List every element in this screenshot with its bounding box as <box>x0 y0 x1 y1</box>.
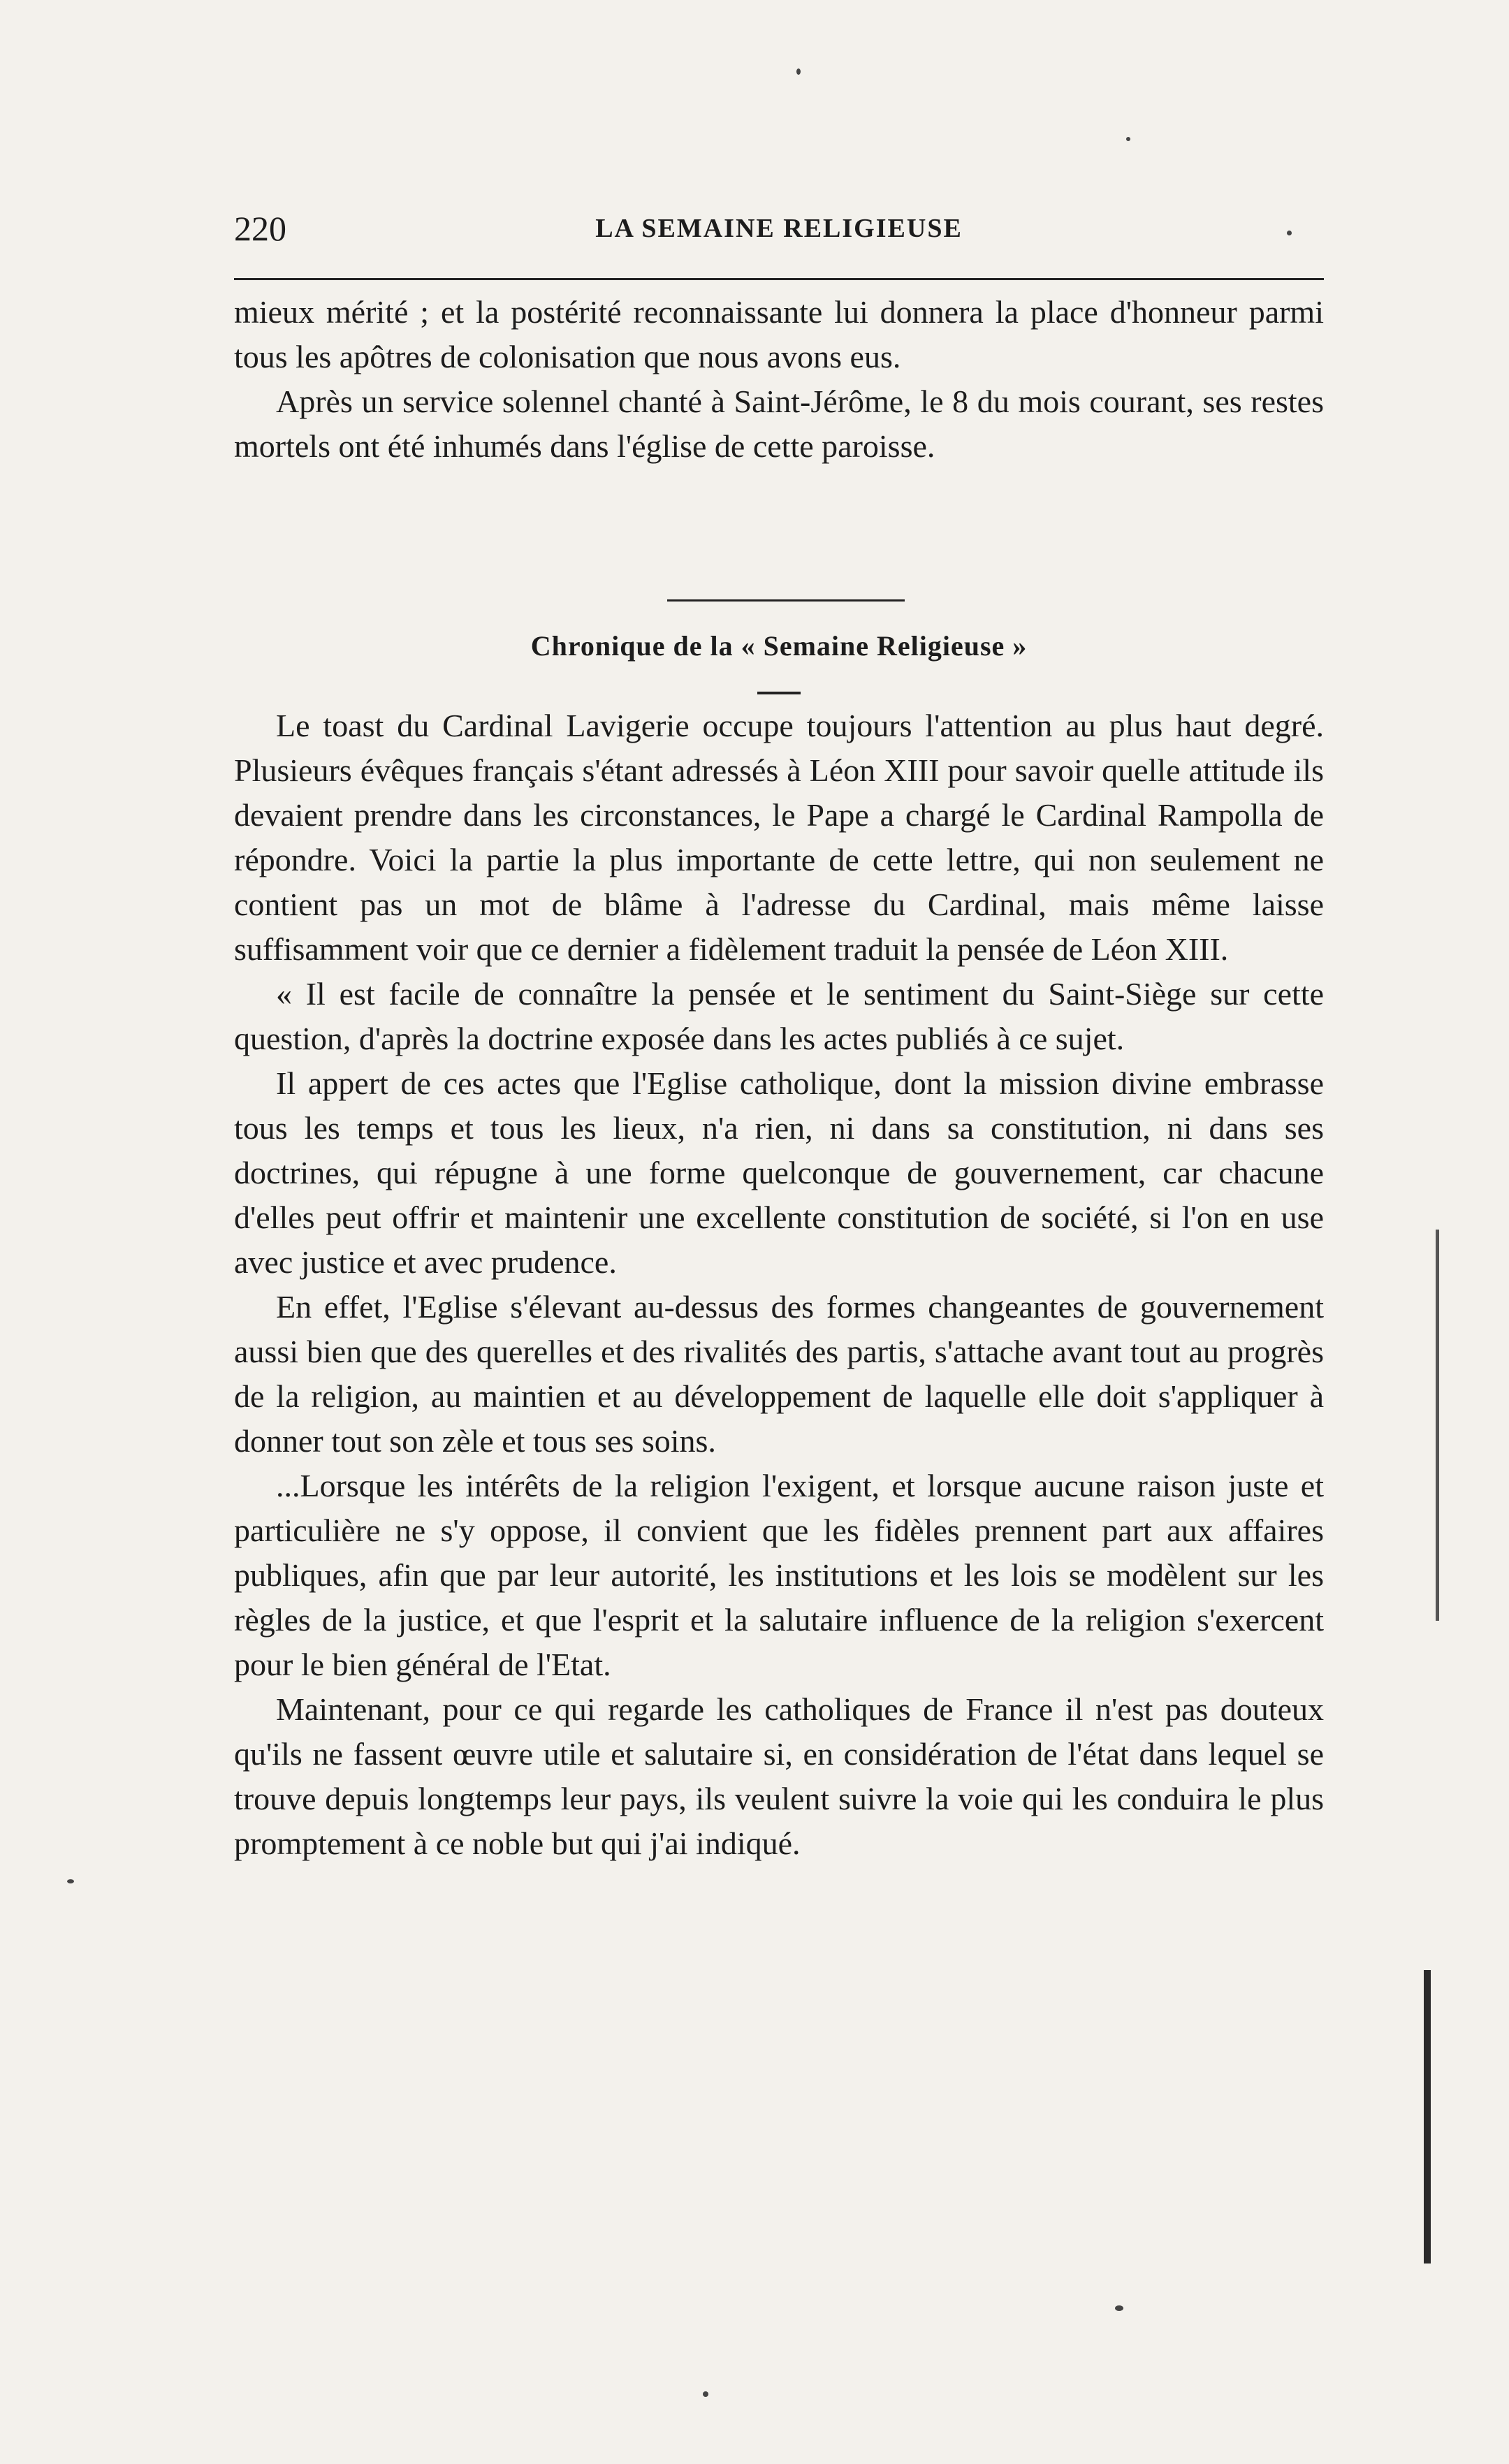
paragraph: ...Lorsque les intérêts de la religion l'exigent, et lorsque aucune raison juste et particulière ne s'y oppose, il convient que les fidèles prennent part aux affaires publiques, afin que par leur autorité, les institutions et les lois se modèlent sur les règles de la justice, et que l'esprit et la salutaire influence de la religion s'exercent pour le bien général de l'Etat. <box>234 1468 1324 1682</box>
section-divider <box>667 599 905 602</box>
header-rule <box>234 278 1324 280</box>
scan-speck <box>796 68 801 75</box>
scan-speck <box>1126 137 1130 141</box>
binding-shadow <box>1424 1970 1431 2263</box>
chronicle-text <box>234 704 1324 1866</box>
section-heading: Chronique de la « Semaine Religieuse » <box>530 630 1028 662</box>
running-head <box>234 204 1324 253</box>
paragraph: Après un service solennel chanté à Saint-Jérôme, le 8 du mois courant, ses restes mortels ont été inhumés dans l'église de cette paroisse. <box>234 384 1324 464</box>
paragraph: Maintenant, pour ce qui regarde les catholiques de France il n'est pas douteux qu'ils ne fassent œuvre utile et salutaire si, en considération de l'état dans lequel se trouve depuis longtemps leur pays, ils veulent suivre la voie qui les conduira le plus promptement à ce noble but qui j'ai indiqué. <box>234 1691 1324 1861</box>
heading-dash <box>757 692 801 694</box>
scan-speck <box>67 1879 74 1883</box>
paragraph: Le toast du Cardinal Lavigerie occupe toujours l'attention au plus haut degré. Plusieurs évêques français s'étant adressés à Léon XIII pour savoir quelle attitude ils devaient prendre dans les circonstances, le Pape a chargé le Cardinal Rampolla de répondre. Voici la partie la plus importante de cette lettre, qui non seulement ne contient pas un mot de blâme à l'adresse du Cardinal, mais même laisse suffisamment voir que ce dernier a fidèlement traduit la pensée de Léon XIII. <box>234 708 1324 967</box>
scan-speck <box>703 2391 708 2397</box>
paragraph: « Il est facile de connaître la pensée et le sentiment du Saint-Siège sur cette question, d'après la doctrine exposée dans les actes publiés à ce sujet. <box>234 976 1324 1056</box>
journal-title: LA SEMAINE RELIGIEUSE <box>595 214 963 243</box>
page-number: 220 <box>234 209 286 248</box>
binding-shadow <box>1436 1230 1439 1621</box>
scan-speck <box>1115 2305 1123 2311</box>
paragraph: Il appert de ces actes que l'Eglise catholique, dont la mission divine embrasse tous les temps et tous les lieux, n'a rien, ni dans sa constitution, ni dans ses doctrines, qui répugne à une forme quelconque de gouvernement, car chacune d'elles peut offrir et maintenir une excellente constitution de société, si l'on en use avec justice et avec prudence. <box>234 1065 1324 1280</box>
paragraph: mieux mérité ; et la postérité reconnaissante lui donnera la place d'honneur parmi tous les apôtres de colonisation que nous avons eus. <box>234 294 1324 374</box>
paragraph: En effet, l'Eglise s'élevant au-dessus des formes changeantes de gouvernement aussi bien que des querelles et des rivalités des partis, s'attache avant tout au progrès de la religion, au maintien et au développement de laquelle elle doit s'appliquer à donner tout son zèle et tous ses soins. <box>234 1289 1324 1459</box>
opening-text <box>234 290 1324 469</box>
